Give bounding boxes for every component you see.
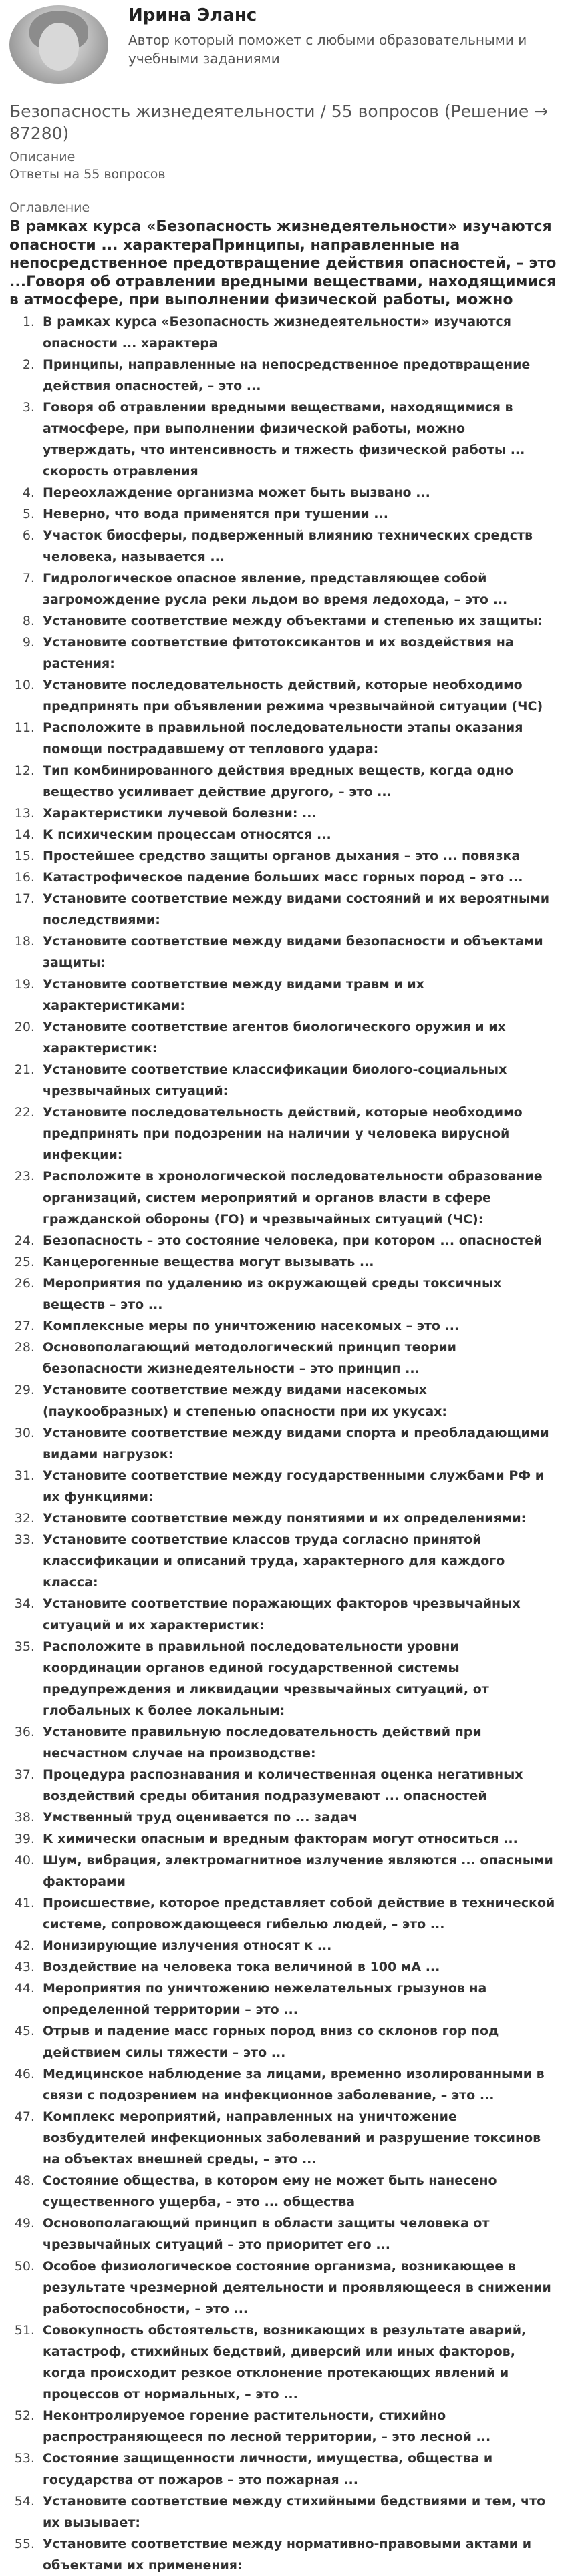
question-item: 10. Установите последовательность действий, которые необходимо предпринять при объявлении режима чрезвычайной ситуации (ЧС)	[39, 674, 557, 717]
question-item: 48. Состояние общества, в котором ему не может быть нанесено существенного ущерба, – это ... общества	[39, 2170, 557, 2213]
question-item: 45. Отрыв и падение масс горных пород вниз со склонов гор под действием силы тяжести – это ...	[39, 2020, 557, 2063]
question-item: 4. Переохлаждение организма может быть вызвано ...	[39, 482, 557, 503]
question-item: 50. Особое физиологическое состояние организма, возникающее в результате чрезмерной деятельности и проявляющееся в снижении работоспособности, – это ...	[39, 2256, 557, 2320]
question-item: 35. Расположите в правильной последовательности уровни координации органов единой государственной системы предупреждения и ликвидации чрезвычайных ситуаций, от глобальных к более локальным:	[39, 1636, 557, 1721]
question-item: 2. Принципы, направленные на непосредственное предотвращение действия опасностей, – это ...	[39, 354, 557, 397]
question-item: 8. Установите соответствие между объектами и степенью их защиты:	[39, 610, 557, 632]
question-item: 42. Ионизирующие излучения относят к ...	[39, 1935, 557, 1956]
question-item: 33. Установите соответствие классов труда согласно принятой классификации и описаний труда, характерного для каждого класса:	[39, 1529, 557, 1593]
avatar-face	[39, 23, 79, 71]
question-item: 16. Катастрофическое падение больших масс горных пород – это ...	[39, 867, 557, 888]
question-item: 37. Процедура распознавания и количественная оценка негативных воздействий среды обитания подразумевают ... опасностей	[39, 1764, 557, 1807]
question-item: 44. Мероприятия по уничтожению нежелательных грызунов на определенной территории – это ...	[39, 1978, 557, 2020]
question-item: 3. Говоря об отравлении вредными веществами, находящимися в атмосфере, при выполнении физической работы, можно утверждать, что интенсивность и тяжесть физической работы ... скорость отравления	[39, 397, 557, 482]
question-item: 7. Гидрологическое опасное явление, представляющее собой загромождение русла реки льдом во время ледохода, – это ...	[39, 568, 557, 610]
toc-intro: В рамках курса «Безопасность жизнедеятельности» изучаются опасности ... характераПринципы, направленные на непосредственное предотвращение действия опасностей, – это ...Говоря об отравлении вредными веществами, находящимися в атмосфере, при выполнении физической работы, можно	[9, 218, 557, 308]
question-item: 55. Установите соответствие между нормативно-правовыми актами и объектами их применения:	[39, 2533, 557, 2576]
question-item: 38. Умственный труд оценивается по ... задач	[39, 1807, 557, 1828]
question-item: 30. Установите соответствие между видами спорта и преобладающими видами нагрузок:	[39, 1422, 557, 1465]
question-item: 29. Установите соответствие между видами насекомых (паукообразных) и степенью опасности при их укусах:	[39, 1379, 557, 1422]
question-item: 32. Установите соответствие между понятиями и их определениями:	[39, 1508, 557, 1529]
question-item: 25. Канцерогенные вещества могут вызывать ...	[39, 1251, 557, 1273]
author-card	[9, 0, 557, 100]
question-item: 21. Установите соответствие классификации биолого-социальных чрезвычайных ситуаций:	[39, 1059, 557, 1102]
question-item: 24. Безопасность – это состояние человека, при котором ... опасностей	[39, 1230, 557, 1251]
question-item: 27. Комплексные меры по уничтожению насекомых – это ...	[39, 1315, 557, 1337]
question-item: 46. Медицинское наблюдение за лицами, временно изолированными в связи с подозрением на инфекционное заболевание, – это ...	[39, 2063, 557, 2106]
question-item: 51. Совокупность обстоятельств, возникающих в результате аварий, катастроф, стихийных бедствий, диверсий или иных факторов, когда происходит резкое отклонение протекающих явлений и процессов от нормальных, – это ...	[39, 2320, 557, 2405]
toc-label: Оглавление	[9, 200, 90, 215]
question-item: 13. Характеристики лучевой болезни: ...	[39, 803, 557, 824]
description-label: Описание	[9, 150, 76, 164]
question-item: 52. Неконтролируемое горение растительности, стихийно распространяющееся по лесной территории, – это лесной ...	[39, 2405, 557, 2448]
author-name[interactable]: Ирина Эланс	[128, 5, 257, 25]
question-item: 39. К химически опасным и вредным факторам могут относиться ...	[39, 1828, 557, 1850]
question-item: 31. Установите соответствие между государственными службами РФ и их функциями:	[39, 1465, 557, 1508]
question-item: 15. Простейшее средство защиты органов дыхания – это ... повязка	[39, 845, 557, 867]
question-item: 36. Установите правильную последовательность действий при несчастном случае на производстве:	[39, 1721, 557, 1764]
question-item: 9. Установите соответствие фитотоксикантов и их воздействия на растения:	[39, 632, 557, 674]
question-item: 19. Установите соответствие между видами травм и их характеристиками:	[39, 974, 557, 1016]
question-item: 49. Основополагающий принцип в области защиты человека от чрезвычайных ситуаций – это приоритет его ...	[39, 2213, 557, 2256]
question-item: 54. Установите соответствие между стихийными бедствиями и тем, что их вызывает:	[39, 2491, 557, 2533]
question-item: 53. Состояние защищенности личности, имущества, общества и государства от пожаров – это пожарная ...	[39, 2448, 557, 2491]
question-item: 5. Неверно, что вода применятся при тушении ...	[39, 503, 557, 525]
question-item: 20. Установите соответствие агентов биологического оружия и их характеристик:	[39, 1016, 557, 1059]
description-value: Ответы на 55 вопросов	[9, 167, 166, 182]
question-item: 11. Расположите в правильной последовательности этапы оказания помощи пострадавшему от теплового удара:	[39, 717, 557, 760]
question-item: 26. Мероприятия по удалению из окружающей среды токсичных веществ – это ...	[39, 1273, 557, 1315]
question-item: 43. Воздействие на человека тока величиной в 100 мА ...	[39, 1956, 557, 1978]
question-item: 17. Установите соответствие между видами состояний и их вероятными последствиями:	[39, 888, 557, 931]
question-item: 23. Расположите в хронологической последовательности образование организаций, систем мероприятий и органов власти в сфере гражданской обороны (ГО) и чрезвычайных ситуаций (ЧС):	[39, 1166, 557, 1230]
question-item: 47. Комплекс мероприятий, направленных на уничтожение возбудителей инфекционных заболеваний и разрушение токсинов на объектах внешней среды, – это ...	[39, 2106, 557, 2170]
question-item: 6. Участок биосферы, подверженный влиянию технических средств человека, называется ...	[39, 525, 557, 568]
author-info	[128, 3, 529, 68]
page-title: Безопасность жизнедеятельности / 55 вопросов (Решение → 87280)	[9, 101, 549, 143]
question-item: 22. Установите последовательность действий, которые необходимо предпринять при подозрении на наличии у человека вирусной инфекции:	[39, 1102, 557, 1166]
question-item: 12. Тип комбинированного действия вредных веществ, когда одно вещество усиливает действие другого, – это ...	[39, 760, 557, 803]
question-item: 28. Основополагающий методологический принцип теории безопасности жизнедеятельности – это принцип ...	[39, 1337, 557, 1379]
question-item: 34. Установите соответствие поражающих факторов чрезвычайных ситуаций и их характеристик:	[39, 1593, 557, 1636]
question-item: 14. К психическим процессам относятся ...	[39, 824, 557, 845]
question-list	[9, 311, 557, 2576]
question-item: 1. В рамках курса «Безопасность жизнедеятельности» изучаются опасности ... характера	[39, 311, 557, 354]
avatar[interactable]	[9, 5, 108, 84]
question-item: 40. Шум, вибрация, электромагнитное излучение являются ... опасными факторами	[39, 1850, 557, 1892]
author-description: Автор который поможет с любыми образовательными и учебными заданиями	[128, 32, 527, 67]
question-item: 41. Происшествие, которое представляет собой действие в технической системе, сопровождающееся гибелью людей, – это ...	[39, 1892, 557, 1935]
question-item: 18. Установите соответствие между видами безопасности и объектами защиты:	[39, 931, 557, 974]
